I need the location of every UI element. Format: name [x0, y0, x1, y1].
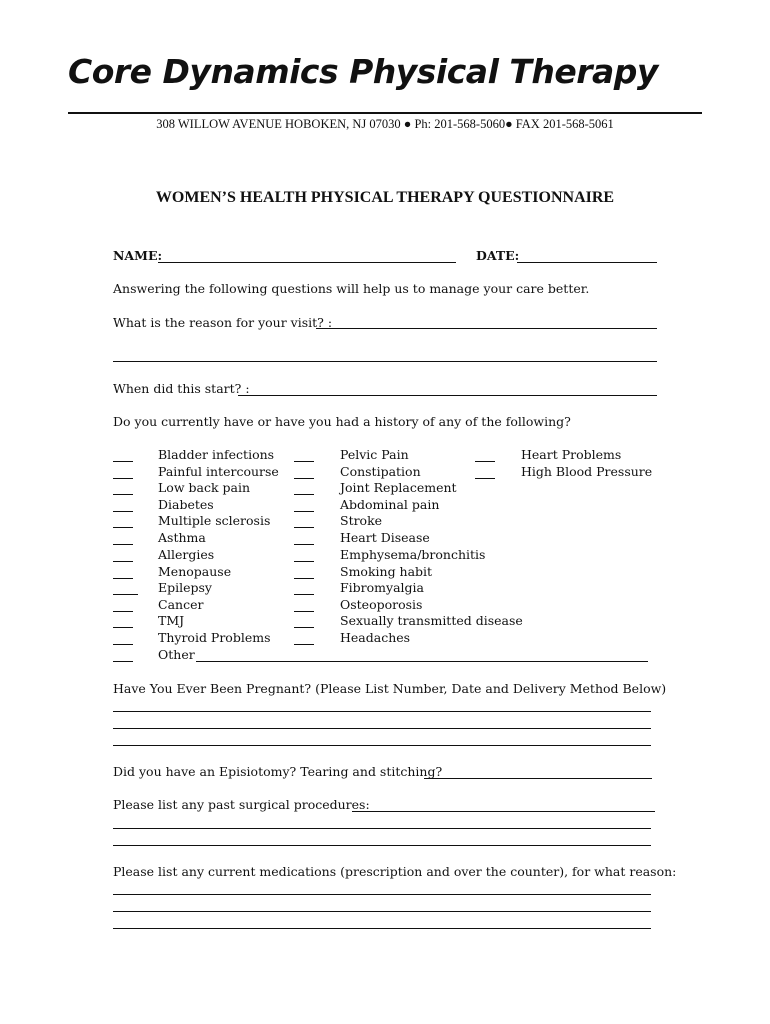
- medications-field-line[interactable]: [113, 894, 651, 895]
- history-item: Asthma: [158, 530, 206, 545]
- history-item: Allergies: [158, 547, 215, 562]
- history-item: Sexually transmitted disease: [340, 613, 523, 628]
- pregnant-field-line[interactable]: [113, 711, 651, 712]
- checkbox-blank[interactable]: [294, 527, 314, 528]
- reason-field[interactable]: [316, 328, 657, 329]
- history-item: Painful intercourse: [158, 464, 279, 479]
- start-label: When did this start? :: [113, 381, 250, 396]
- clinic-address: 308 WILLOW AVENUE HOBOKEN, NJ 07030 ● Ph: 201-568-5060● FAX 201-568-5061: [156, 117, 614, 131]
- medications-field-line[interactable]: [113, 928, 651, 929]
- checkbox-blank[interactable]: [294, 478, 314, 479]
- pregnant-field-line[interactable]: [113, 728, 651, 729]
- history-item: Osteoporosis: [340, 597, 423, 612]
- checkbox-blank[interactable]: [113, 527, 133, 528]
- checkbox-blank[interactable]: [113, 578, 133, 579]
- surgical-field[interactable]: [352, 811, 655, 812]
- other-label: Other: [158, 647, 195, 662]
- checkbox-blank[interactable]: [113, 461, 133, 462]
- form-title: WOMEN’S HEALTH PHYSICAL THERAPY QUESTIONNAIRE: [155, 189, 615, 206]
- checkbox-blank[interactable]: [113, 561, 133, 562]
- history-item: High Blood Pressure: [521, 464, 653, 479]
- header-rule: [68, 112, 702, 114]
- history-item: Abdominal pain: [340, 497, 440, 512]
- history-item: Pelvic Pain: [340, 447, 409, 462]
- checkbox-blank[interactable]: [294, 627, 314, 628]
- checkbox-blank[interactable]: [294, 494, 314, 495]
- history-item: Menopause: [158, 564, 232, 579]
- history-item: Fibromyalgia: [340, 580, 424, 595]
- checkbox-blank[interactable]: [113, 627, 133, 628]
- history-item: Headaches: [340, 630, 411, 645]
- clinic-logo-text: Core Dynamics Physical Therapy: [68, 52, 658, 91]
- start-field[interactable]: [238, 395, 657, 396]
- name-field[interactable]: [158, 262, 456, 263]
- name-label: NAME:: [113, 248, 163, 263]
- history-item: Multiple sclerosis: [158, 513, 271, 528]
- checkbox-blank[interactable]: [475, 478, 495, 479]
- checkbox-blank[interactable]: [294, 461, 314, 462]
- history-item: Stroke: [340, 513, 383, 528]
- history-item: Smoking habit: [340, 564, 433, 579]
- checkbox-blank[interactable]: [294, 594, 314, 595]
- history-item: Constipation: [340, 464, 421, 479]
- history-item: Emphysema/bronchitis: [340, 547, 486, 562]
- checkbox-blank[interactable]: [113, 594, 138, 595]
- reason-field-line-2[interactable]: [113, 361, 657, 362]
- surgical-field-line[interactable]: [113, 845, 651, 846]
- pregnant-field-line[interactable]: [113, 745, 651, 746]
- checkbox-blank[interactable]: [294, 511, 314, 512]
- history-item: Joint Replacement: [340, 480, 457, 495]
- episiotomy-field[interactable]: [424, 778, 652, 779]
- history-item: Cancer: [158, 597, 204, 612]
- episiotomy-label: Did you have an Episiotomy? Tearing and stitching?: [113, 764, 443, 779]
- checkbox-blank[interactable]: [113, 644, 133, 645]
- checkbox-blank[interactable]: [294, 611, 314, 612]
- checkbox-blank[interactable]: [113, 511, 133, 512]
- history-item: Heart Problems: [521, 447, 622, 462]
- history-prompt: Do you currently have or have you had a history of any of the following?: [113, 414, 571, 429]
- intro-text: Answering the following questions will help us to manage your care better.: [113, 281, 590, 296]
- medications-field-line[interactable]: [113, 911, 651, 912]
- checkbox-blank[interactable]: [113, 661, 133, 662]
- checkbox-blank[interactable]: [294, 544, 314, 545]
- checkbox-blank[interactable]: [294, 644, 314, 645]
- checkbox-blank[interactable]: [113, 478, 133, 479]
- history-item: TMJ: [158, 613, 185, 628]
- checkbox-blank[interactable]: [113, 611, 133, 612]
- other-field[interactable]: [196, 661, 648, 662]
- history-item: Bladder infections: [158, 447, 275, 462]
- history-item: Heart Disease: [340, 530, 430, 545]
- surgical-field-line[interactable]: [113, 828, 651, 829]
- reason-label: What is the reason for your visit? :: [113, 315, 333, 330]
- checkbox-blank[interactable]: [113, 494, 133, 495]
- surgical-label: Please list any past surgical procedures:: [113, 797, 370, 812]
- history-item: Low back pain: [158, 480, 251, 495]
- checkbox-blank[interactable]: [294, 578, 314, 579]
- history-item: Epilepsy: [158, 580, 212, 595]
- checkbox-blank[interactable]: [113, 544, 133, 545]
- history-item: Thyroid Problems: [158, 630, 271, 645]
- checkbox-blank[interactable]: [294, 561, 314, 562]
- pregnant-label: Have You Ever Been Pregnant? (Please List Number, Date and Delivery Method Below): [113, 681, 667, 696]
- date-field[interactable]: [517, 262, 657, 263]
- history-item: Diabetes: [158, 497, 214, 512]
- medications-label: Please list any current medications (prescription and over the counter), for what reason:: [113, 864, 677, 879]
- checkbox-blank[interactable]: [475, 461, 495, 462]
- date-label: DATE:: [476, 248, 520, 263]
